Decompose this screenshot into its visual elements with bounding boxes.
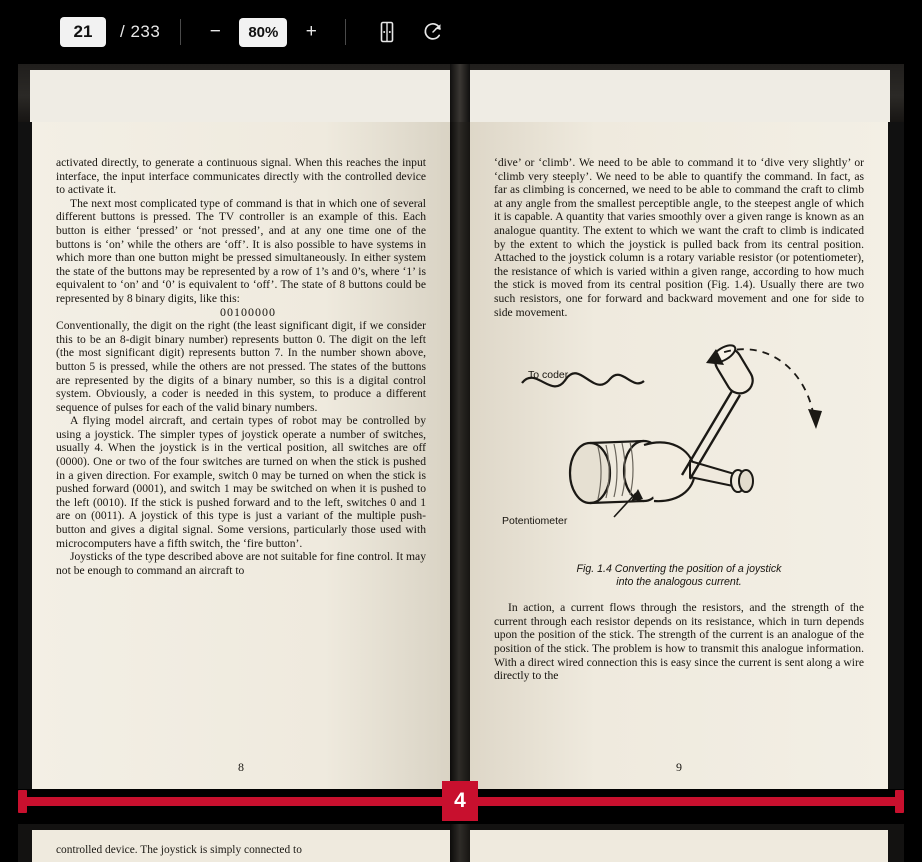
paragraph: A flying model aircraft, and certain types of robot may be controlled by using a joystick. The simpler types of joystick operate a number of switches, usually 4. When the joystick is in the vertical position, all switches are off (0000). One or two of the four switches are turned on when the stick is pushed in a given direction. For example, switch 0 may be turned on when the stick is pushed forward (0001), and switch 1 may be switched on when it is pushed to the left (0010). If the stick is pushed forward and to the left, switches 0 and 1 are on (0011). A joystick of this type is just a variant of the multiple push-button and gives a digital signal. Some versions, particularly those used with microcomputers have a fifth switch, the ‘fire button’. — [56, 414, 426, 550]
next-book-gutter — [450, 824, 470, 862]
figure-joystick-potentiometer — [494, 325, 864, 561]
dual-page-icon[interactable] — [372, 17, 402, 47]
page-progress-bar[interactable] — [18, 789, 904, 813]
book-gutter — [450, 122, 470, 789]
book-gutter-top — [450, 64, 470, 122]
figure-label-potentiometer: Potentiometer — [502, 515, 568, 528]
page-right-body — [494, 156, 864, 683]
paragraph: activated directly, to generate a continuous signal. When this reaches the input interface, the input interface communicates directly with the controlled device to activate it. — [56, 156, 426, 197]
page-number-input[interactable]: 21 — [60, 17, 106, 47]
figure-caption-line-2: into the analogous current. — [616, 576, 742, 589]
page-number-right: 9 — [676, 760, 682, 774]
progress-bar-cap-right — [895, 790, 904, 813]
paragraph: Conventionally, the digit on the right (the least significant digit, if we consider this to be an 8-digit binary number) represents button 0. The digit on the left (the most significant digit) represents button 7. In the number shown above, button 5 is pressed, while the others are not pressed. The states of the buttons are represented by the digits of a binary number, so this is a digital control system. Obviously, a coder is needed in this system, to produce a different sequence of pulses for each of the valid binary numbers. — [56, 319, 426, 414]
next-page-right — [470, 830, 888, 862]
page-count-label: / 233 — [120, 22, 161, 41]
zoom-level-display[interactable]: 80% — [239, 18, 287, 47]
page-number-left: 8 — [238, 760, 244, 774]
next-page-spread[interactable] — [18, 824, 904, 862]
pdf-viewer[interactable] — [0, 64, 922, 862]
rotate-icon[interactable] — [418, 17, 448, 47]
figure-label-to-coder: To coder — [528, 369, 569, 382]
figure-caption-line-1: Fig. 1.4 Converting the position of a joystick — [576, 563, 782, 576]
toolbar-divider — [180, 19, 181, 45]
page-spread[interactable] — [18, 122, 904, 789]
spread-top-sheet-right — [470, 70, 890, 122]
page-right[interactable] — [470, 122, 888, 789]
spread-top-sheet-left — [30, 70, 450, 122]
next-page-left: controlled device. The joystick is simply connected to — [32, 830, 450, 862]
toolbar-divider-2 — [345, 19, 346, 45]
spread-top-edge — [18, 64, 904, 122]
page-left-body — [56, 156, 426, 577]
binary-example: 00100000 — [220, 304, 276, 319]
progress-bar-cap-left — [18, 790, 27, 813]
paragraph: ‘dive’ or ‘climb’. We need to be able to command it to ‘dive very slightly’ or ‘climb very steeply’. We need to be able to quantify the command. In fact, as far as climbing is concerned, we need to be able to command the craft to climb at any angle from the smallest perceptible angle, to the steepest angle of which it is capable. A quantity that varies smoothly over a given range is known as an analogue quantity. The extent to which we want the craft to climb is indicated by the extent to which the joystick is pulled back from its central position. Attached to the joystick column is a rotary variable resistor (or potentiometer), the resistance of which is varied within a given range, according to how much the stick is moved from its central position (Fig. 1.4). Usually there are two such resistors, one for forward and backward movement and one for side to side movement. — [494, 156, 864, 319]
progress-marker[interactable]: 4 — [442, 781, 478, 821]
zoom-in-button[interactable]: + — [305, 21, 317, 42]
zoom-out-button[interactable]: − — [209, 21, 221, 42]
paragraph: In action, a current flows through the resistors, and the strength of the current through each resistor depends on its resistance, which in turn depends upon the position of the stick. The strength of the current is an analogue of the position of the stick. The problem is how to transmit this analogue information. With a direct wired connection this is easy since the current is sent along a wire directly to the — [494, 601, 864, 683]
page-left[interactable] — [32, 122, 450, 789]
paragraph: The next most complicated type of command is that in which one of several different buttons is pressed. The TV controller is an example of this. Each button is either ‘pressed’ or ‘not pressed’, and at any one time one of the buttons is ‘on’ while the others are ‘off’. It is also possible to have systems in which more than one button might be pressed simultaneously. In either system the state of the buttons may be represented by a row of 1’s and 0’s, where ‘1’ is equivalent to ‘on’ and ‘0’ is equivalent to ‘off’. The state of 8 buttons could be represented by 8 binary digits, like this: — [56, 196, 426, 305]
paragraph: Joysticks of the type described above are not suitable for fine control. It may not be enough to command an aircraft to — [56, 550, 426, 577]
pdf-toolbar — [0, 0, 922, 64]
